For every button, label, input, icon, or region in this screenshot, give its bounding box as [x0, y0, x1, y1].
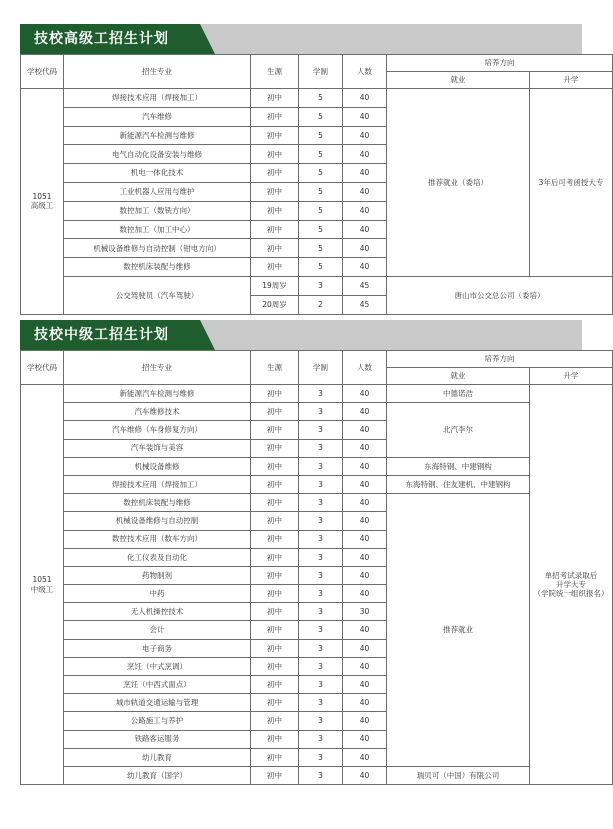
source-cell: 初中	[251, 239, 299, 258]
duration-cell: 2	[299, 295, 343, 314]
table-row	[21, 403, 613, 421]
major-cell: 新能源汽车检测与维修	[64, 126, 251, 145]
major-cell: 中药	[64, 585, 251, 603]
col-count: 人数	[343, 351, 387, 385]
table-row	[21, 385, 613, 403]
count-cell: 40	[343, 548, 387, 566]
major-cell: 机械设备维修与自动控制（钳电方向）	[64, 239, 251, 258]
duration-cell: 5	[299, 239, 343, 258]
duration-cell: 3	[299, 475, 343, 493]
school-code-cell: 1051 中级工	[21, 385, 64, 785]
source-cell: 初中	[251, 220, 299, 239]
source-cell: 初中	[251, 475, 299, 493]
duration-cell: 5	[299, 107, 343, 126]
count-cell: 40	[343, 239, 387, 258]
source-cell: 初中	[251, 676, 299, 694]
count-cell: 40	[343, 164, 387, 183]
major-cell: 铁路客运服务	[64, 730, 251, 748]
major-cell: 汽车维修（车身修复方向）	[64, 421, 251, 439]
duration-cell: 3	[299, 676, 343, 694]
count-cell: 40	[343, 457, 387, 475]
major-cell: 数控机床装配与维修	[64, 494, 251, 512]
major-cell: 化工仪表及自动化	[64, 548, 251, 566]
source-cell: 初中	[251, 621, 299, 639]
source-cell: 初中	[251, 603, 299, 621]
major-cell: 烹饪（中西式面点）	[64, 676, 251, 694]
major-cell: 汽车维修	[64, 107, 251, 126]
duration-cell: 5	[299, 164, 343, 183]
senior-plan-table	[20, 54, 613, 315]
duration-cell: 3	[299, 457, 343, 475]
major-cell: 汽车装饰与美容	[64, 439, 251, 457]
source-cell: 初中	[251, 201, 299, 220]
employment-cell: 北汽李尔	[387, 403, 530, 458]
duration-cell: 5	[299, 89, 343, 108]
table-row	[21, 475, 613, 493]
major-cell: 数控加工（数铣方向）	[64, 201, 251, 220]
major-cell: 新能源汽车检测与维修	[64, 385, 251, 403]
count-cell: 40	[343, 439, 387, 457]
count-cell: 40	[343, 712, 387, 730]
duration-cell: 3	[299, 566, 343, 584]
major-cell: 幼儿教育	[64, 748, 251, 766]
further-study-cell: 单招考试录取后 升学大专 （学院统一组织报名）	[530, 385, 613, 785]
source-cell: 初中	[251, 457, 299, 475]
source-cell: 初中	[251, 145, 299, 164]
col-major: 招生专业	[64, 55, 251, 89]
major-cell: 数控机床装配与维修	[64, 258, 251, 277]
source-cell: 初中	[251, 566, 299, 584]
duration-cell: 3	[299, 748, 343, 766]
count-cell: 40	[343, 566, 387, 584]
count-cell: 40	[343, 421, 387, 439]
major-cell: 公路施工与养护	[64, 712, 251, 730]
duration-cell: 5	[299, 145, 343, 164]
source-cell: 初中	[251, 89, 299, 108]
col-further-study: 升学	[530, 368, 613, 385]
col-major: 招生专业	[64, 351, 251, 385]
senior-section	[20, 24, 604, 315]
col-direction: 培养方向	[387, 55, 613, 72]
source-cell: 初中	[251, 585, 299, 603]
col-employment: 就业	[387, 72, 530, 89]
source-cell: 初中	[251, 548, 299, 566]
major-cell: 焊接技术应用（焊接加工）	[64, 475, 251, 493]
employment-cell: 中德诺浩	[387, 385, 530, 403]
employment-cell: 推荐就业（委培）	[387, 89, 530, 277]
duration-cell: 3	[299, 403, 343, 421]
duration-cell: 5	[299, 126, 343, 145]
duration-cell: 3	[299, 530, 343, 548]
count-cell: 40	[343, 220, 387, 239]
source-cell: 初中	[251, 766, 299, 784]
major-cell: 数控加工（加工中心）	[64, 220, 251, 239]
count-cell: 30	[343, 603, 387, 621]
count-cell: 40	[343, 748, 387, 766]
source-cell: 初中	[251, 694, 299, 712]
source-cell: 初中	[251, 494, 299, 512]
duration-cell: 3	[299, 276, 343, 295]
duration-cell: 3	[299, 585, 343, 603]
major-cell: 焊接技术应用（焊接加工）	[64, 89, 251, 108]
major-cell: 机械设备维修与自动控制	[64, 512, 251, 530]
count-cell: 40	[343, 182, 387, 201]
duration-cell: 3	[299, 766, 343, 784]
duration-cell: 5	[299, 220, 343, 239]
major-cell: 工业机器人应用与维护	[64, 182, 251, 201]
source-cell: 初中	[251, 403, 299, 421]
source-cell: 初中	[251, 126, 299, 145]
major-cell: 城市轨道交通运输与管理	[64, 694, 251, 712]
employment-cell: 瑞贝可（中国）有限公司	[387, 766, 530, 784]
col-school-code: 学校代码	[21, 55, 64, 89]
duration-cell: 3	[299, 512, 343, 530]
duration-cell: 3	[299, 639, 343, 657]
col-count: 人数	[343, 55, 387, 89]
source-cell: 初中	[251, 730, 299, 748]
count-cell: 45	[343, 295, 387, 314]
table-row	[21, 494, 613, 512]
source-cell: 19周岁	[251, 276, 299, 295]
senior-section-title: 技校高级工招生计划	[34, 31, 169, 47]
duration-cell: 3	[299, 439, 343, 457]
source-cell: 初中	[251, 512, 299, 530]
major-cell: 药物制剂	[64, 566, 251, 584]
source-cell: 初中	[251, 258, 299, 277]
col-duration: 学制	[299, 55, 343, 89]
duration-cell: 3	[299, 694, 343, 712]
duration-cell: 3	[299, 712, 343, 730]
count-cell: 40	[343, 730, 387, 748]
duration-cell: 3	[299, 730, 343, 748]
source-cell: 初中	[251, 439, 299, 457]
col-employment: 就业	[387, 368, 530, 385]
count-cell: 40	[343, 512, 387, 530]
table-row	[21, 276, 613, 295]
major-cell: 机电一体化技术	[64, 164, 251, 183]
count-cell: 40	[343, 385, 387, 403]
duration-cell: 3	[299, 548, 343, 566]
employment-cell: 推荐就业	[387, 494, 530, 767]
major-cell: 无人机操控技术	[64, 603, 251, 621]
source-cell: 初中	[251, 639, 299, 657]
col-duration: 学制	[299, 351, 343, 385]
table-row	[21, 89, 613, 108]
further-study-cell: 3年后可考函授大专	[530, 89, 613, 277]
count-cell: 40	[343, 639, 387, 657]
source-cell: 初中	[251, 107, 299, 126]
employment-cell: 东海特钢、住友建机、中建钢构	[387, 475, 530, 493]
major-cell: 汽车维修技术	[64, 403, 251, 421]
col-source: 生源	[251, 351, 299, 385]
major-cell: 机械设备维修	[64, 457, 251, 475]
count-cell: 40	[343, 107, 387, 126]
table-row	[21, 457, 613, 475]
count-cell: 40	[343, 494, 387, 512]
duration-cell: 3	[299, 603, 343, 621]
senior-section-header	[20, 24, 582, 54]
major-cell: 公交驾驶员（汽车驾驶）	[64, 276, 251, 314]
major-cell: 烹饪（中式烹调）	[64, 657, 251, 675]
duration-cell: 3	[299, 494, 343, 512]
col-further-study: 升学	[530, 72, 613, 89]
middle-section	[20, 320, 609, 785]
table-row	[21, 766, 613, 784]
count-cell: 45	[343, 276, 387, 295]
count-cell: 40	[343, 657, 387, 675]
count-cell: 40	[343, 766, 387, 784]
count-cell: 40	[343, 585, 387, 603]
count-cell: 40	[343, 201, 387, 220]
major-cell: 电气自动化设备安装与维修	[64, 145, 251, 164]
employment-cell: 东海特钢、中建钢构	[387, 457, 530, 475]
count-cell: 40	[343, 145, 387, 164]
count-cell: 40	[343, 258, 387, 277]
source-cell: 初中	[251, 530, 299, 548]
col-school-code: 学校代码	[21, 351, 64, 385]
major-cell: 会计	[64, 621, 251, 639]
source-cell: 初中	[251, 421, 299, 439]
middle-plan-table	[20, 350, 613, 785]
count-cell: 40	[343, 89, 387, 108]
source-cell: 初中	[251, 182, 299, 201]
source-cell: 初中	[251, 657, 299, 675]
major-cell: 幼儿教育（国学）	[64, 766, 251, 784]
duration-cell: 5	[299, 258, 343, 277]
duration-cell: 3	[299, 421, 343, 439]
duration-cell: 5	[299, 201, 343, 220]
count-cell: 40	[343, 694, 387, 712]
count-cell: 40	[343, 621, 387, 639]
count-cell: 40	[343, 530, 387, 548]
major-cell: 数控技术应用（数车方向）	[64, 530, 251, 548]
duration-cell: 3	[299, 385, 343, 403]
count-cell: 40	[343, 403, 387, 421]
count-cell: 40	[343, 676, 387, 694]
middle-section-header	[20, 320, 582, 350]
count-cell: 40	[343, 126, 387, 145]
duration-cell: 3	[299, 657, 343, 675]
source-cell: 20周岁	[251, 295, 299, 314]
source-cell: 初中	[251, 164, 299, 183]
school-code-cell: 1051 高级工	[21, 89, 64, 315]
source-cell: 初中	[251, 385, 299, 403]
major-cell: 电子商务	[64, 639, 251, 657]
employment-cell: 唐山市公交总公司（委培）	[387, 276, 613, 314]
source-cell: 初中	[251, 712, 299, 730]
count-cell: 40	[343, 475, 387, 493]
col-source: 生源	[251, 55, 299, 89]
duration-cell: 5	[299, 182, 343, 201]
middle-section-title: 技校中级工招生计划	[34, 327, 169, 343]
duration-cell: 3	[299, 621, 343, 639]
col-direction: 培养方向	[387, 351, 613, 368]
source-cell: 初中	[251, 748, 299, 766]
